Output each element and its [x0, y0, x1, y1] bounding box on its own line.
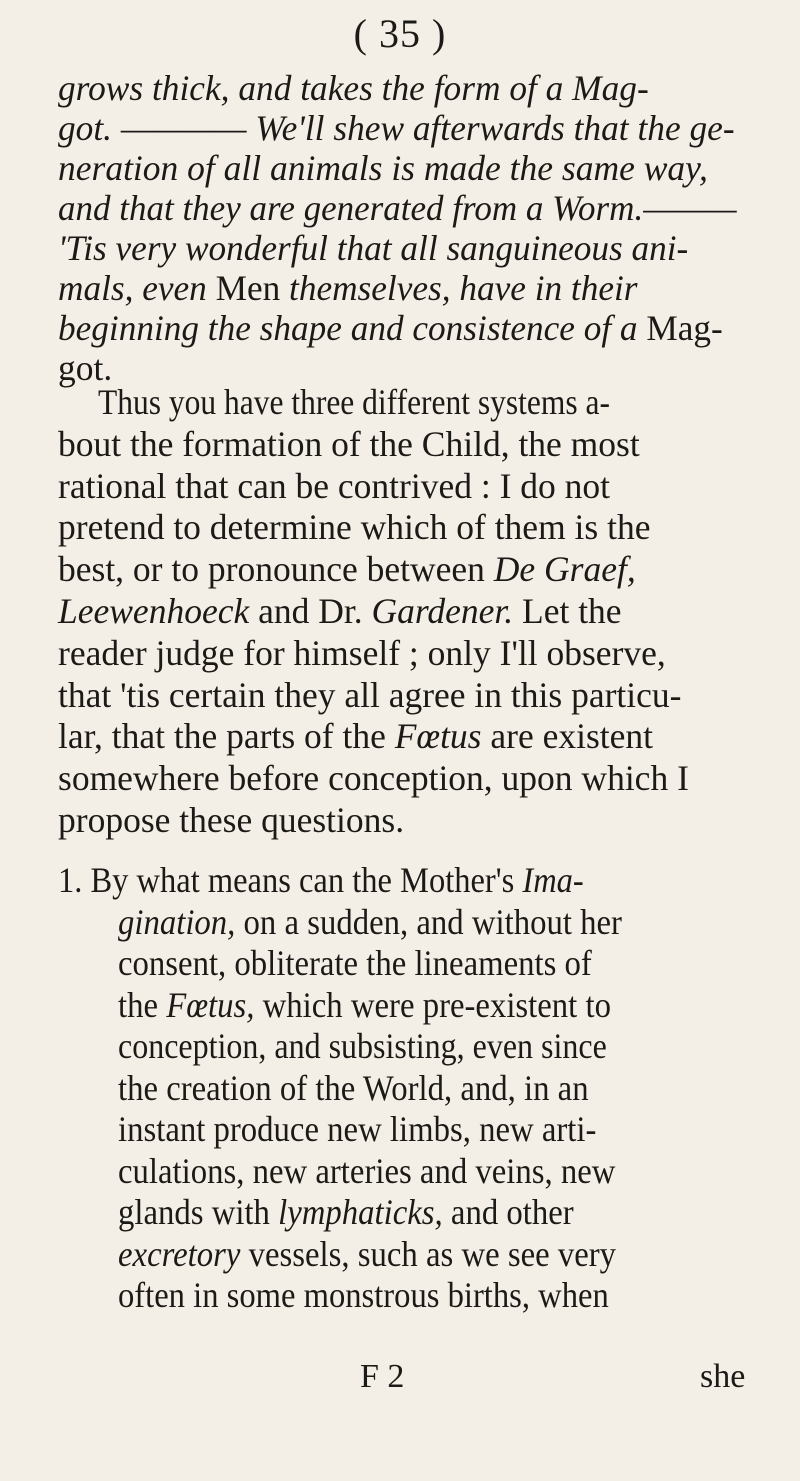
text-line [58, 268, 763, 308]
catchword: she [700, 1358, 746, 1395]
text-run: and other [442, 1192, 574, 1232]
text-run: bout the formation of the Child, the most [58, 423, 640, 464]
text-run: on a sudden, and without her [235, 901, 622, 942]
text-line [58, 68, 765, 108]
text-run: consent, obliterate the lineaments of [118, 943, 592, 983]
text-run: 'Tis very wonderful that all sanguineous ani- [58, 228, 689, 268]
text-run: lar, that the parts of the [58, 716, 395, 757]
text-run: somewhere before conception, upon which I [58, 758, 689, 799]
text-run: rational that can be contrived : I do not [58, 465, 611, 506]
text-run: glands with [118, 1192, 279, 1232]
text-line [118, 943, 773, 983]
text-run: that 'tis certain they all agree in this particu- [58, 674, 682, 715]
text-run: excretory [118, 1233, 241, 1274]
text-run: pretend to determine which of them is the [58, 507, 651, 548]
text-run: the creation of the World, and, in an [118, 1067, 589, 1108]
text-run: beginning the shape and consistence of a [58, 308, 647, 348]
text-line [118, 902, 773, 942]
text-run: which were pre-existent to [254, 984, 611, 1025]
text-run: got. [58, 348, 113, 388]
text-run: 1. By what means can the Mother's [58, 860, 523, 900]
text-run: often in some monstrous births, when [118, 1275, 609, 1315]
text-line [118, 1275, 770, 1315]
text-run: and Dr. [249, 591, 372, 631]
text-run: vessels, such as we see very [240, 1233, 617, 1274]
text-line [58, 424, 768, 464]
text-line [58, 860, 708, 900]
text-line [58, 800, 768, 840]
text-line [58, 308, 763, 348]
text-line [118, 1026, 758, 1066]
text-run: gination, [118, 901, 236, 942]
text-line [58, 228, 763, 268]
text-run: Mag- [646, 308, 723, 348]
text-run: Thus you have three different systems a- [98, 382, 611, 422]
text-run: neration of all animals is made the same way, [58, 148, 708, 188]
text-run: Men [215, 268, 281, 308]
text-run: got. ———— We'll shew afterwards that the ge- [58, 108, 735, 148]
text-run: Ima- [522, 860, 584, 900]
text-run: De Graef, [493, 549, 636, 590]
text-run: Gardener. [371, 591, 514, 631]
text-line [58, 108, 765, 148]
text-line [58, 758, 768, 798]
text-line [58, 148, 768, 188]
text-line [58, 591, 768, 631]
text-run: and that they are generated from a Worm.——— [58, 188, 737, 228]
text-line [118, 985, 773, 1025]
text-run: mals, even [58, 268, 216, 308]
signature-mark: F 2 [360, 1358, 405, 1395]
text-run: themselves, have in their [280, 268, 638, 308]
text-run: lymphaticks, [278, 1192, 443, 1232]
text-run: Fœtus, [166, 984, 255, 1025]
text-run: are existent [481, 716, 654, 757]
text-line [118, 1192, 773, 1232]
text-run: reader judge for himself ; only I'll observe, [58, 632, 666, 673]
text-line [58, 549, 768, 589]
text-run: culations, new arteries and veins, new [118, 1150, 616, 1191]
text-run: Leewenhoeck [58, 591, 250, 631]
text-line [118, 1234, 773, 1274]
text-run: instant produce new limbs, new arti- [118, 1109, 597, 1149]
text-run: the [118, 984, 167, 1025]
text-line [58, 466, 768, 506]
text-run: propose these questions. [58, 800, 405, 840]
text-line [58, 633, 768, 673]
text-run: Fœtus [394, 716, 482, 757]
text-run: Let the [513, 591, 622, 631]
text-line [98, 382, 728, 422]
text-line [118, 1109, 773, 1149]
text-line [58, 675, 768, 715]
text-line [58, 507, 768, 547]
text-run: conception, and subsisting, even since [118, 1026, 607, 1066]
text-line [58, 188, 758, 228]
page-number: ( 35 ) [353, 11, 447, 56]
text-run: best, or to pronounce between [58, 549, 494, 590]
text-line [58, 716, 768, 756]
text-run: grows thick, and takes the form of a Mag- [58, 68, 649, 108]
text-line [118, 1151, 773, 1191]
text-line [118, 1068, 773, 1108]
